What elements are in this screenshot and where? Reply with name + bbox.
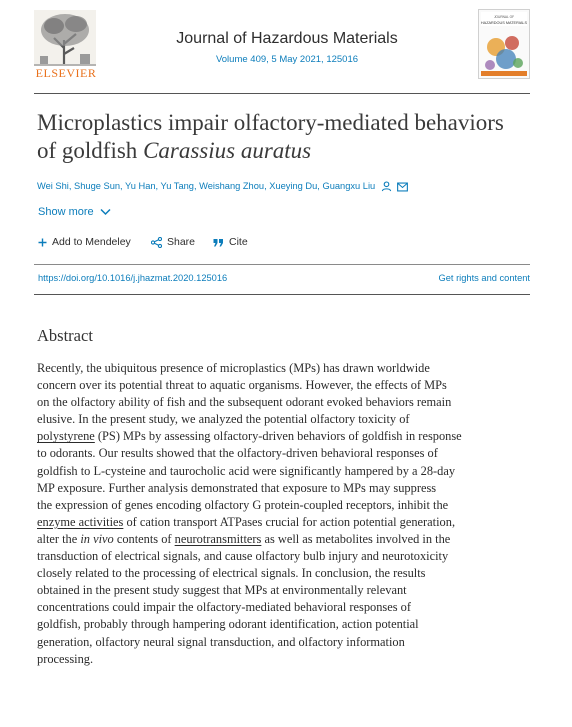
header-divider xyxy=(34,93,530,94)
abstract-heading: Abstract xyxy=(37,326,93,345)
abstract-text: transduction of electrical signals, and cause olfactory bulb injury and neurotoxicity xyxy=(37,549,449,564)
abstract-line xyxy=(37,411,531,428)
show-more-button[interactable] xyxy=(38,206,111,218)
abstract-text: as well as metabolites involved in the xyxy=(261,531,451,546)
cite-button[interactable] xyxy=(213,236,248,248)
abstract-line xyxy=(37,497,531,514)
add-to-mendeley-label: Add to Mendeley xyxy=(52,236,131,248)
abstract-italic-text: in vivo xyxy=(80,531,114,546)
journal-cover-icon[interactable] xyxy=(478,9,530,79)
abstract-text: concentrations could impair the olfactory-mediated behavioral responses of xyxy=(37,600,411,615)
envelope-icon[interactable] xyxy=(397,182,408,192)
glossary-term-link[interactable]: neurotransmitters xyxy=(174,531,262,546)
abstract-line xyxy=(37,565,531,582)
abstract-text: generation, olfactory neural signal transduction, and olfactory information xyxy=(37,634,405,649)
svg-text:JOURNAL OF: JOURNAL OF xyxy=(493,15,515,19)
abstract-text: (PS) MPs by assessing olfactory-driven behaviors of goldfish in response xyxy=(94,429,462,444)
authors-text[interactable]: Wei Shi, Shuge Sun, Yu Han, Yu Tang, Weishang Zhou, Xueying Du, Guangxu Liu xyxy=(37,181,376,191)
abstract-text: goldfish to L-cysteine and taurocholic acid were significantly hampered by a 28-day xyxy=(37,463,456,478)
share-button[interactable] xyxy=(151,236,195,248)
abstract-text: contents of xyxy=(113,531,175,546)
abstract-line xyxy=(37,463,531,480)
abstract-body xyxy=(37,360,531,668)
article-title-species: Carassius auratus xyxy=(143,138,312,163)
abstract-text: goldfish, probably through hampering odorant identification, action potential xyxy=(37,617,419,632)
journal-volume-link[interactable]: Volume 409, 5 May 2021, 125016 xyxy=(215,54,359,65)
person-icon[interactable] xyxy=(381,181,392,192)
abstract-line xyxy=(37,394,531,411)
abstract-line xyxy=(37,428,531,445)
links-divider xyxy=(34,294,530,295)
abstract-line xyxy=(37,377,531,394)
cite-label: Cite xyxy=(229,236,248,248)
doi-link[interactable]: https://doi.org/10.1016/j.jhazmat.2020.125016 xyxy=(38,273,228,283)
glossary-term-link[interactable]: polystyrene xyxy=(37,429,95,444)
abstract-line xyxy=(37,582,531,599)
abstract-line xyxy=(37,445,531,462)
quote-icon xyxy=(213,238,224,247)
abstract-line xyxy=(37,651,531,668)
abstract-text: processing. xyxy=(37,651,94,666)
article-title xyxy=(37,109,527,165)
abstract-line xyxy=(37,360,531,377)
chevron-down-icon xyxy=(100,208,111,216)
show-more-label: Show more xyxy=(38,206,94,218)
glossary-term-link[interactable]: enzyme activities xyxy=(37,514,124,529)
abstract-line xyxy=(37,480,531,497)
abstract-text: obtained in the present study suggest that MPs at environmentally relevant xyxy=(37,583,407,598)
abstract-text: on the olfactory ability of fish and the subsequent odorant evoked behaviors remain xyxy=(37,395,452,410)
abstract-text: MP exposure. Further analysis demonstrated that exposure to MPs may suppress xyxy=(37,480,437,495)
author-list[interactable] xyxy=(37,181,537,192)
abstract-line xyxy=(37,634,531,651)
abstract-text: the expression of genes encoding olfactory G protein-coupled receptors, inhibit the xyxy=(37,497,449,512)
abstract-line xyxy=(37,548,531,565)
plus-icon xyxy=(38,238,47,247)
abstract-text: closely related to the processing of electrical signals. In conclusion, the results xyxy=(37,566,426,581)
add-to-mendeley-button[interactable] xyxy=(38,236,131,248)
share-label: Share xyxy=(167,236,196,248)
abstract-text: Recently, the ubiquitous presence of microplastics (MPs) has drawn worldwide xyxy=(37,361,430,375)
actions-divider xyxy=(34,264,530,265)
abstract-text: to odorants. Our results showed that the olfactory-driven behavioral responses of xyxy=(37,446,438,461)
abstract-text: concern over its potential threat to aquatic organisms. However, the effects of MPs xyxy=(37,378,447,393)
abstract-line xyxy=(37,599,531,616)
cover-title: HAZARDOUS MATERIALS xyxy=(480,21,528,25)
abstract-line xyxy=(37,616,531,633)
abstract-line xyxy=(37,531,531,548)
article-title-main: Microplastics impair olfactory-mediated behaviors of goldfish xyxy=(37,110,504,163)
share-icon xyxy=(151,237,162,248)
abstract-text: elusive. In the present study, we analyzed the potential olfactory toxicity of xyxy=(37,412,410,427)
journal-title[interactable]: Journal of Hazardous Materials xyxy=(176,30,398,47)
abstract-text: alter the xyxy=(37,531,81,546)
abstract-line xyxy=(37,514,531,531)
publisher-name[interactable]: ELSEVIER xyxy=(35,66,97,80)
abstract-text: of cation transport ATPases crucial for action potential generation, xyxy=(123,514,456,529)
rights-and-content-link[interactable]: Get rights and content xyxy=(438,273,530,283)
